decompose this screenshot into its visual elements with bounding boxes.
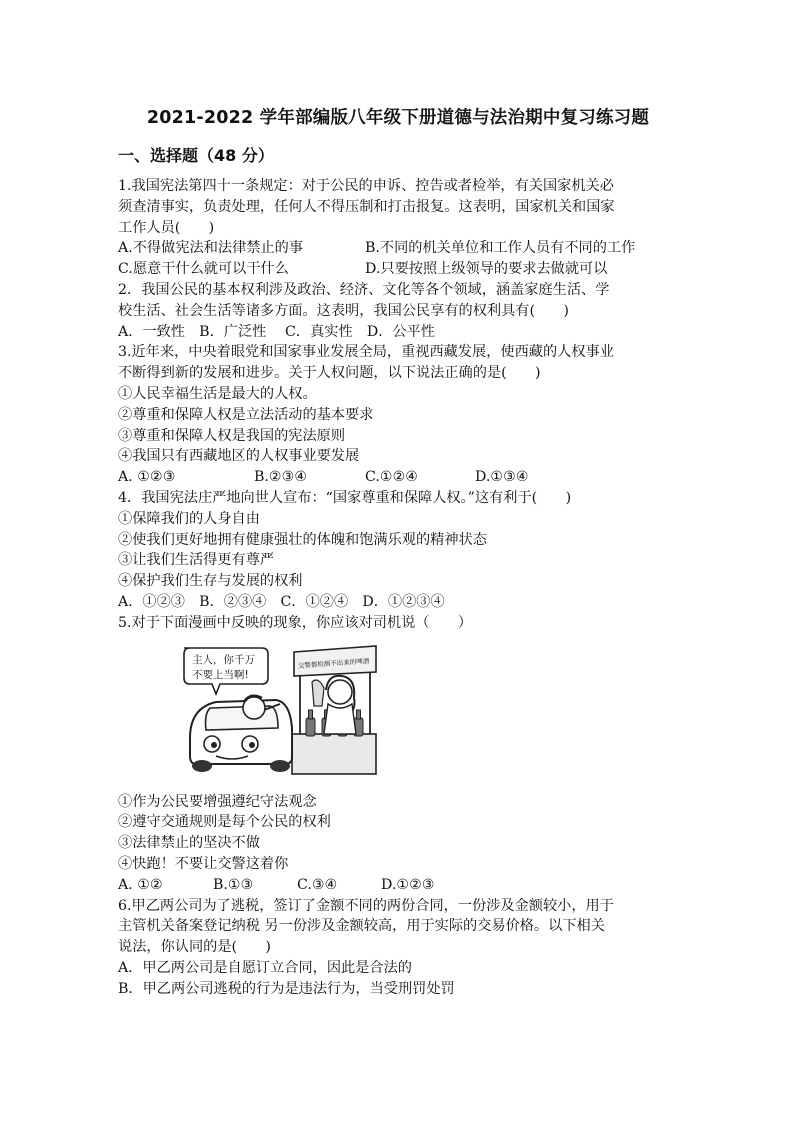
option-a: A. ①②③ [118,469,176,486]
option-row [118,875,678,896]
question-2 [118,280,678,342]
statement-4: ④我国只有西藏地区的人权事业要发展 [118,448,360,465]
question-line: 校生活、社会生活等诸多方面。这表明，我国公民享有的权利具有( ) [118,302,569,319]
question-line: 5.对于下面漫画中反映的现象，你应该对司机说（ ） [118,614,473,631]
shop-sign-text: 交警都检测不出来的啤酒 [297,656,370,670]
options-line: A．一致性 B．广泛性 C．真实性 D．公平性 [118,323,435,340]
question-line: 说法，你认同的是( ) [118,939,271,956]
statement-3: ③尊重和保障人权是我国的宪法原则 [118,427,346,444]
exam-page [118,104,678,1000]
option-d: D.①③④ [475,469,529,486]
bubble-text-1: 主人，你千万 [192,653,255,666]
statement-4: ④保护我们生存与发展的权利 [118,573,303,590]
section-heading: 一、选择题（48 分） [118,146,274,165]
question-line: 3.近年来，中央着眼党和国家事业发展全局，重视西藏发展，使西藏的人权事业 [118,344,614,361]
question-line: 1.我国宪法第四十一条规定：对于公民的申诉、控告或者检举，有关国家机关必 [118,178,614,194]
bubble-text-2: 不要上当啊! [192,668,249,681]
question-6 [118,896,678,1000]
question-4 [118,488,678,613]
statement-2: ②使我们更好地拥有健康强壮的体魄和饱满乐观的精神状态 [118,531,487,548]
statement-1: ①作为公民要增强遵纪守法观念 [118,793,317,810]
option-c: C.愿意干什么就可以干什么 [118,261,289,278]
statement-2: ②尊重和保障人权是立法活动的基本要求 [118,406,374,423]
option-row [118,467,678,488]
option-b: B.①③ [213,876,254,893]
statement-2: ②遵守交通规则是每个公民的权利 [118,814,331,831]
question-3 [118,342,678,488]
cartoon-image [180,642,380,778]
question-line: 主管机关备案登记纳税 另一份涉及金额较高，用于实际的交易价格。以下相关 [118,918,605,935]
page-title: 2021-2022 学年部编版八年级下册道德与法治期中复习练习题 [146,108,650,128]
question-line: 工作人员( ) [118,219,215,236]
question-5 [118,613,678,896]
statement-1: ①人民幸福生活是最大的人权。 [118,385,317,402]
statement-3: ③法律禁止的坚决不做 [118,835,260,852]
held-bottle [312,680,324,706]
option-c: C.③④ [297,876,338,893]
option-row [118,238,678,259]
question-line: 不断得到新的发展和进步。关于人权问题，以下说法正确的是( ) [118,365,541,382]
cartoon-illustration [180,642,380,778]
question-line: 2．我国公民的基本权利涉及政治、经济、文化等各个领域，涵盖家庭生活、学 [118,281,610,298]
option-a: A．甲乙两公司是自愿订立合同，因此是合法的 [118,959,412,976]
option-b: B．甲乙两公司逃税的行为是违法行为，当受刑罚处罚 [118,980,455,997]
option-c: C.①②④ [365,469,419,486]
statement-1: ①保障我们的人身自由 [118,510,260,527]
options-line: A．①②③ B．②③④ C．①②④ D．①②③④ [118,593,445,610]
option-d: D.①②③ [381,876,435,893]
question-1 [118,176,678,280]
option-a: A.不得做宪法和法律禁止的事 [118,240,304,257]
option-a: A. ①② [118,876,163,893]
question-line: 4．我国宪法庄严地向世人宣布：“国家尊重和保障人权。”这有利于( ) [118,489,572,506]
statement-4: ④快跑！不要让交警这着你 [118,855,289,872]
question-line: 须查清事实，负责处理，任何人不得压制和打击报复。这表明，国家机关和国家 [118,198,615,215]
option-b: B.②③④ [254,469,308,486]
option-d: D.只要按照上级领导的要求去做就可以 [365,261,608,278]
question-line: 6.甲乙两公司为了逃税，签订了金额不同的两份合同，一份涉及金额较小，用于 [118,897,614,914]
statement-3: ③让我们生活得更有尊严 [118,552,275,569]
option-row [118,259,678,280]
counter [292,734,376,774]
option-b: B.不同的机关单位和工作人员有不同的工作 [365,240,636,257]
vendor-head [328,680,352,704]
